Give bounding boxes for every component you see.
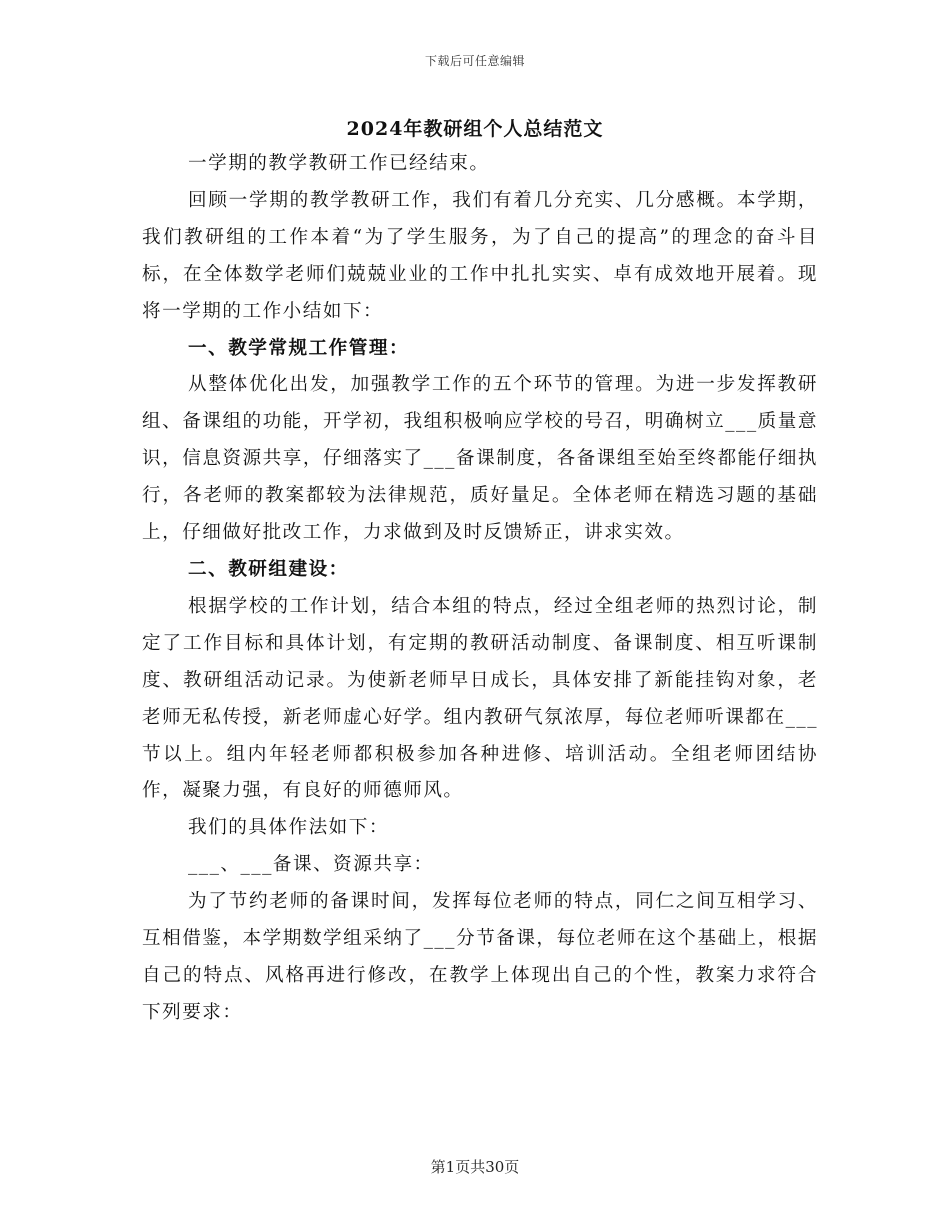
section-heading-routine: 一、教学常规工作管理：: [188, 337, 410, 359]
paragraph-prep: 为了节约老师的备课时间，发挥每位老师的特点，同仁之间互相学习、互相借鉴，本学期数学组采纳了___分节备课，每位老师在这个基础上，根据自己的特点、风格再进行修改，在教学上体现出自己的个性，教案力求符合下列要求：: [142, 891, 818, 1023]
header-note: 下载后可任意编辑: [424, 54, 525, 68]
document-body: [142, 146, 818, 1032]
paragraph-methods-intro: 我们的具体作法如下：: [188, 817, 389, 839]
document-title: 2024年教研组个人总结范文: [346, 118, 604, 140]
page-footer: 第1页共30页: [430, 1158, 520, 1176]
paragraph-routine: 从整体优化出发，加强教学工作的五个环节的管理。为进一步发挥教研组、备课组的功能，开学初，我组积极响应学校的号召，明确树立___质量意识，信息资源共享，仔细落实了___备课制度，各备课组至始至终都能仔细执行，各老师的教案都较为法律规范，质好量足。全体老师在精选习题的基础上，仔细做好批改工作，力求做到及时反馈矫正，讲求实效。: [142, 374, 818, 544]
section-heading-group: 二、教研组建设：: [188, 558, 349, 580]
paragraph-intro: 一学期的教学教研工作已经结束。: [188, 153, 490, 174]
paragraph-subheading-prep: ___、___备课、资源共享：: [188, 854, 434, 876]
paragraph-group: 根据学校的工作计划，结合本组的特点，经过全组老师的热烈讨论，制定了工作目标和具体计划，有定期的教研活动制度、备课制度、相互听课制度、教研组活动记录。为使新老师早日成长，具体安排了新能挂钩对象，老老师无私传授，新老师虚心好学。组内教研气氛浓厚，每位老师听课都在___节以上。组内年轻老师都积极参加各种进修、培训活动。全组老师团结协作，凝聚力强，有良好的师德师风。: [142, 595, 818, 802]
paragraph-review: 回顾一学期的教学教研工作，我们有着几分充实、几分感概。本学期，我们教研组的工作本着“为了学生服务，为了自己的提高”的理念的奋斗目标，在全体数学老师们兢兢业业的工作中扎扎实实、卓有成效地开展着。现将一学期的工作小结如下：: [142, 189, 818, 322]
